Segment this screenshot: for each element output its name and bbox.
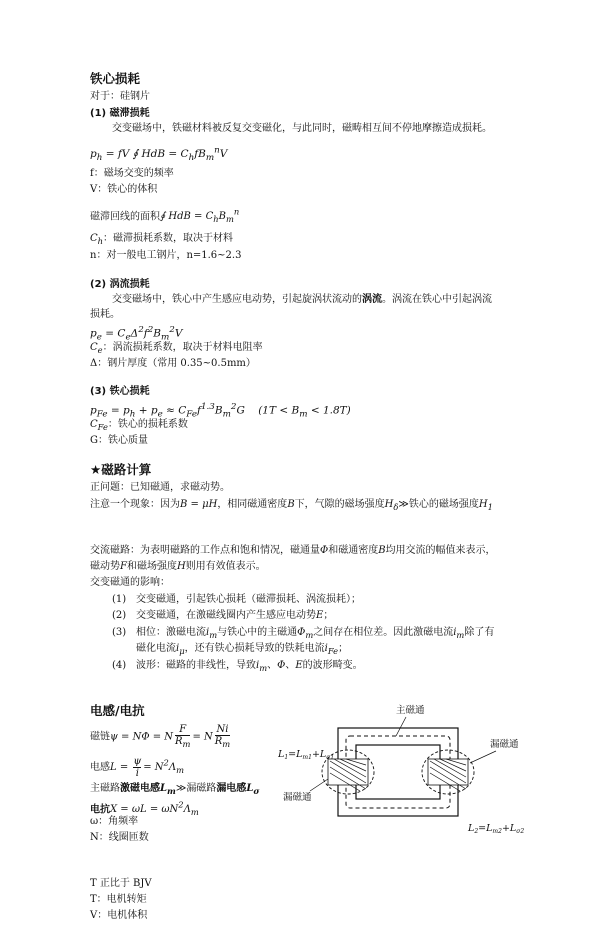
- def-ce: $C_e$：涡流损耗系数，取决于材料电阻率: [90, 342, 263, 355]
- ac-circuit-1: 交流磁路：为表明磁路的工作点和饱和情况，磁通量Φ和磁通密度B均用交流的幅值来表示，: [90, 545, 496, 556]
- right-leakage-pointer: [470, 751, 496, 763]
- effect-item: (4) 波形：磁路的非线性，导致$i_m$、Φ、E的波形畸变。: [112, 660, 363, 673]
- main-flux-pointer: [396, 717, 406, 736]
- eddy-desc-2: 损耗。: [90, 309, 120, 320]
- section-title-magnetic-circuit: ★磁路计算: [90, 462, 152, 477]
- reactance: 电抗$X = \omega L = \omega N^2\Lambda_m$: [90, 800, 199, 818]
- def-V: V：电机体积: [90, 910, 148, 921]
- applies-to: 对于：硅钢片: [90, 91, 150, 102]
- eddy-desc-1: 交变磁场中，铁心中产生感应电动势，引起旋涡状流动的涡流。涡流在铁心中引起涡流: [112, 294, 492, 305]
- label-main-flux: 主磁通: [396, 705, 425, 716]
- def-ch: $C_h$：磁滞损耗系数，取决于材料: [90, 233, 234, 246]
- hysteresis-formula: [90, 144, 227, 165]
- eddy-formula: $p_e = C_e\Delta^2f^2B_m^2V$: [90, 325, 183, 343]
- phenomenon-note: 注意一个现象：因为B = μH，相同磁通密度B下，气隙的磁场强度$H_\delta≫$铁心的磁场强度$H_1$: [90, 499, 493, 512]
- inductance-formula: 电感L = $\frac{\psi}{i}$ = $N^2\Lambda_m$: [90, 756, 184, 779]
- effect-item: (3) 相位：激磁电流$i_m$与铁心中的主磁通$\Phi_m$之间存在相位差。因此激磁电流$i_m$除了有: [112, 627, 495, 640]
- label-L2: $L_2=L_{m2}+L_{\sigma 2}$: [468, 823, 525, 835]
- left-coil: [328, 759, 368, 791]
- def-g: G：铁心质量: [90, 435, 148, 446]
- label-leak-left: 漏磁通: [283, 792, 312, 803]
- hysteresis-area: 磁滞回线的面积∮ HdB = $C_hB_m^n$: [90, 207, 240, 225]
- effects-title: 交变磁通的影响：: [90, 577, 170, 588]
- def-T: T：电机转矩: [90, 894, 147, 905]
- effect-item: 磁化电流$i_\mu$，还有铁心损耗导致的铁耗电流$i_{Fe}$；: [136, 643, 349, 656]
- main-vs-leakage: 主磁路激磁电感$L_m≫$漏磁路漏电感$L_\sigma$: [90, 783, 260, 796]
- flux-linkage: 磁链ψ = NΦ = N $\frac{F}{R_m}$ = N $\frac{Ni}{R_m}$: [90, 724, 231, 749]
- def-f: f：磁场交变的频率: [90, 168, 174, 179]
- def-omega: ω：角频率: [90, 816, 139, 827]
- def-N: N：线圈匝数: [90, 832, 149, 843]
- label-L1: $L_1=L_{m1}+L_{\sigma 1}$: [278, 749, 335, 761]
- heading-hysteresis: (1) 磁滞损耗: [90, 108, 150, 119]
- label-leak-right: 漏磁通: [490, 739, 519, 750]
- forward-problem: 正问题：已知磁通，求磁动势。: [90, 482, 230, 493]
- section-title-core-loss: 铁心损耗: [90, 71, 141, 86]
- def-v: V：铁心的体积: [90, 184, 158, 195]
- formula-text: $p_h$ = fV ∮ HdB = $C_hfB_m^nV$: [90, 145, 228, 163]
- def-cfe: $C_{Fe}$：铁心的损耗系数: [90, 419, 188, 432]
- heading-core-loss: (3) 铁心损耗: [90, 386, 150, 397]
- def-delta: Δ：钢片厚度（常用 0.35~0.5mm）: [90, 358, 256, 369]
- left-leakage-pointer: [310, 779, 328, 791]
- effect-item: (2) 交变磁通，在激磁线圈内产生感应电动势E；: [112, 610, 334, 621]
- hysteresis-desc: 交变磁场中，铁磁材料被反复交变磁化，与此同时，磁畴相互间不停地摩擦造成损耗。: [112, 123, 492, 134]
- transformer-flux-diagram: [278, 703, 528, 843]
- core-loss-formula: $p_{Fe} = p_h + p_e \approx C_{Fe}f^{1.3}B_m^2G$ $(1T < B_m < 1.8T)$: [90, 402, 351, 420]
- heading-eddy: (2) 涡流损耗: [90, 279, 150, 290]
- ac-circuit-2: 磁动势F和磁场强度H则用有效值表示。: [90, 561, 266, 572]
- def-n: n：对一般电工钢片，n=1.6~2.3: [90, 250, 242, 261]
- section-title-inductance: 电感/电抗: [90, 703, 145, 718]
- effect-item: (1) 交变磁通，引起铁心损耗（磁滞损耗、涡流损耗）；: [112, 594, 361, 605]
- torque-relation: T 正比于 BJV: [90, 878, 152, 889]
- core-window: [356, 745, 440, 799]
- right-coil: [428, 759, 468, 791]
